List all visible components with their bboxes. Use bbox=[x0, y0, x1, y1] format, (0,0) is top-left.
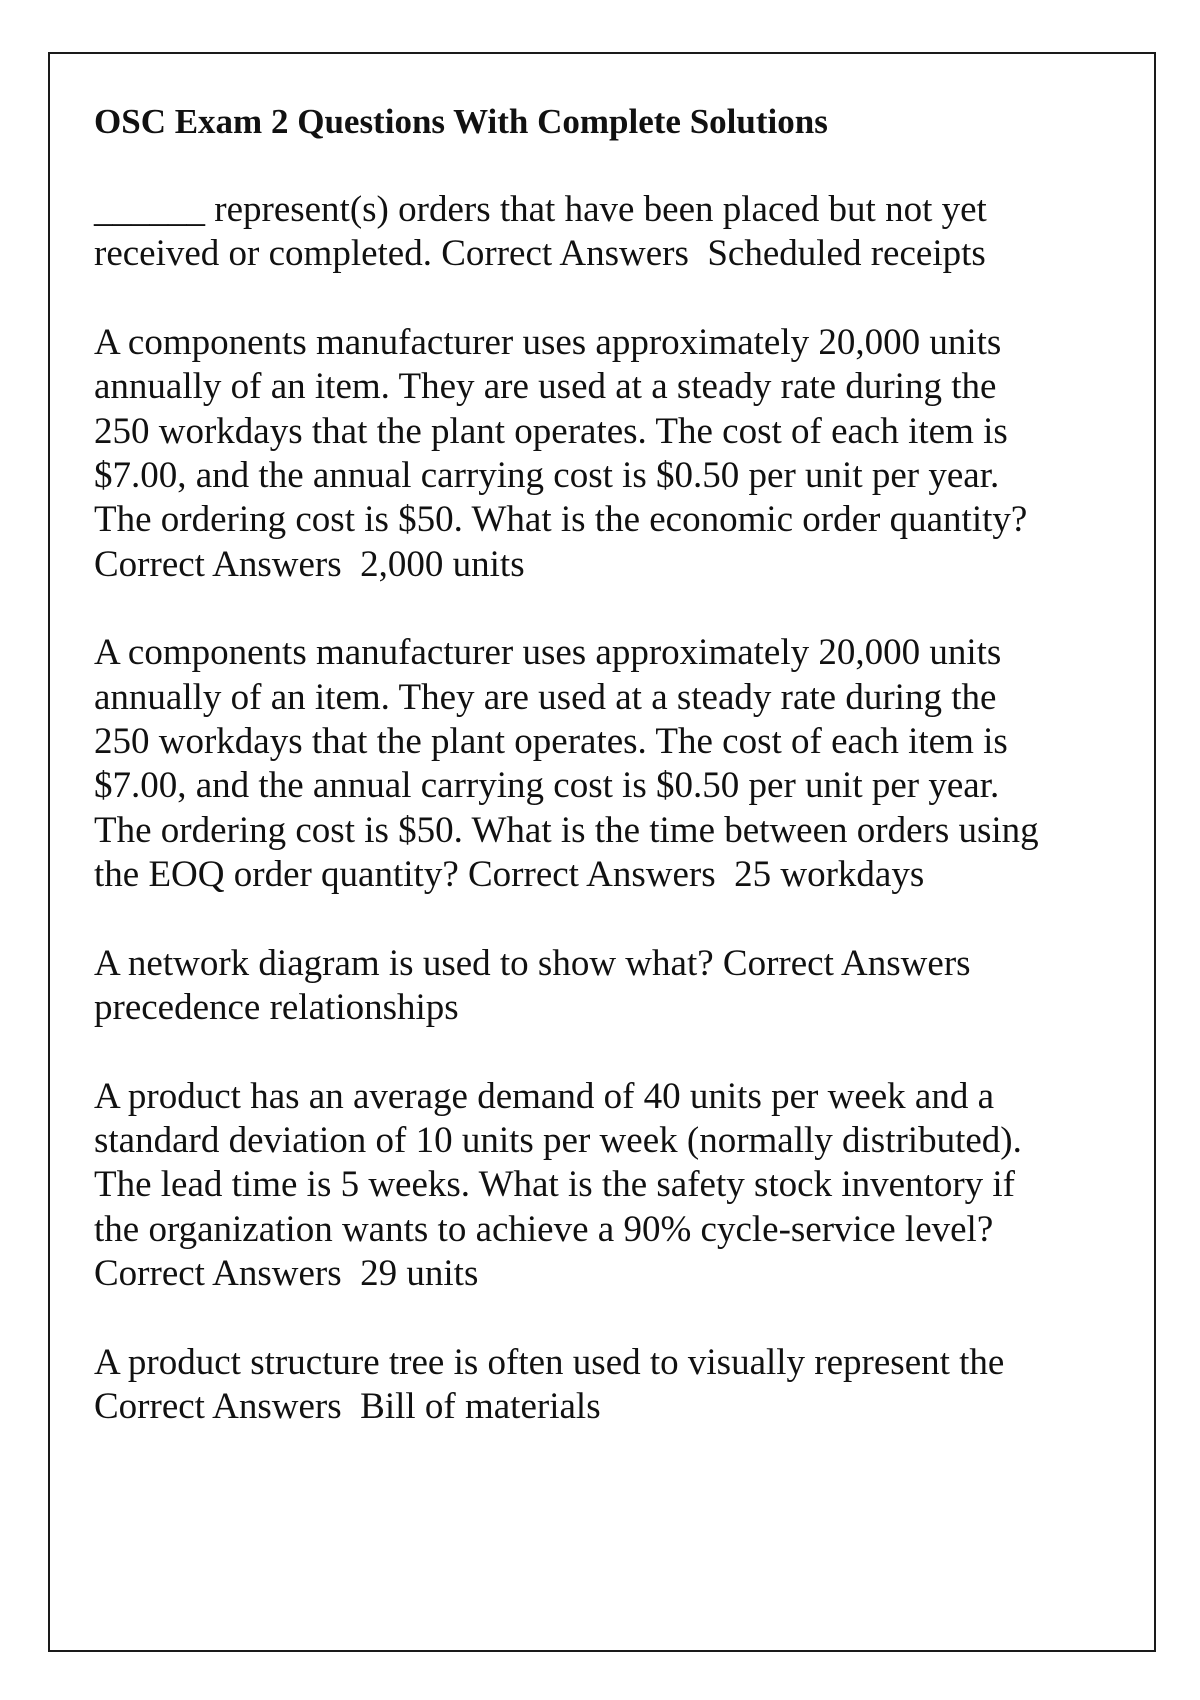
document-body bbox=[94, 100, 1054, 1473]
question-text: A components manufacturer uses approximately 20,000 units annually of an item. They are used at a steady rate during the 250 workdays that the plant operates. The cost of each item is $7.00, and the annual carrying cost is $0.50 per unit per year. The ordering cost is $50. What is the economic order quantity? bbox=[94, 321, 1028, 541]
question-text: ______ represent(s) orders that have been placed but not yet received or completed. bbox=[94, 189, 997, 275]
document-title: OSC Exam 2 Questions With Complete Solutions bbox=[94, 102, 828, 141]
answer-label: Correct Answers bbox=[441, 233, 689, 275]
qa-item bbox=[94, 631, 1054, 897]
question-text: A network diagram is used to show what? bbox=[94, 942, 714, 984]
answer-label: Correct Answers bbox=[94, 543, 342, 585]
question-text: A components manufacturer uses approximately 20,000 units annually of an item. They are used at a steady rate during the 250 workdays that the plant operates. The cost of each item is $7.00, and the annual carrying cost is $0.50 per unit per year. The ordering cost is $50. What is the time between orders using the EOQ order quantity? bbox=[94, 632, 1048, 896]
answer-text: Scheduled receipts bbox=[707, 233, 986, 275]
qa-item bbox=[94, 321, 1054, 587]
qa-item bbox=[94, 1341, 1054, 1430]
answer-label: Correct Answers bbox=[722, 942, 971, 984]
answer-label: Correct Answers bbox=[468, 854, 716, 896]
answer-text: precedence relationships bbox=[94, 987, 459, 1029]
answer-text: 29 units bbox=[360, 1253, 479, 1295]
question-text: A product has an average demand of 40 units per week and a standard deviation of 10 units per week (normally distributed). The lead time is 5 weeks. What is the safety stock inventory if the organization wants to achieve a 90% cycle-service level? bbox=[94, 1075, 1031, 1250]
qa-item bbox=[94, 1075, 1054, 1297]
qa-item bbox=[94, 942, 1054, 1031]
answer-label: Correct Answers bbox=[94, 1253, 342, 1295]
question-text: A product structure tree is often used to visually represent the bbox=[94, 1341, 1005, 1383]
answer-text: 25 workdays bbox=[734, 854, 925, 896]
answer-text: 2,000 units bbox=[360, 543, 525, 585]
qa-item bbox=[94, 188, 1054, 277]
answer-text: Bill of materials bbox=[360, 1385, 601, 1427]
answer-label: Correct Answers bbox=[94, 1385, 342, 1427]
